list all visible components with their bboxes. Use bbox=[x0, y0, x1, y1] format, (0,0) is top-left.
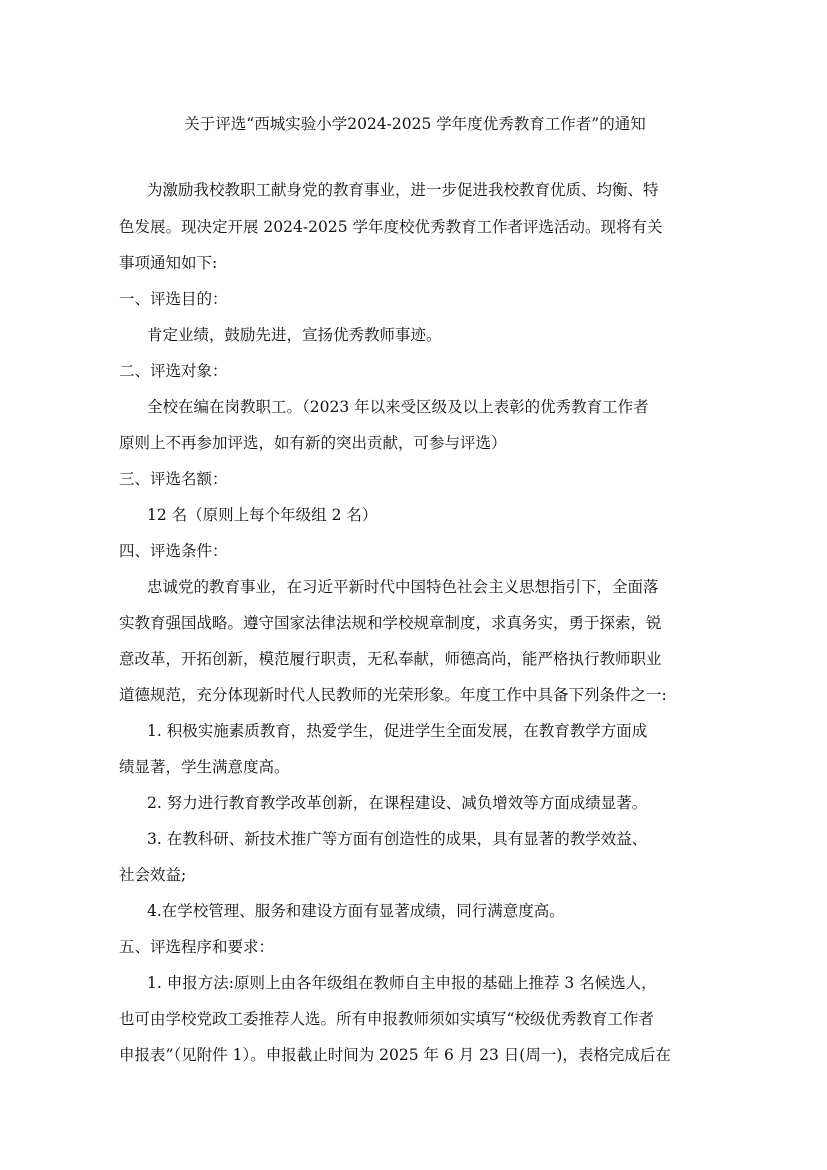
list-item: 4.在学校管理、服务和建设方面有显著成绩，同行满意度高。 bbox=[147, 902, 565, 920]
section-heading: 二、评选对象： bbox=[119, 362, 228, 380]
section-heading: 五、评选程序和要求： bbox=[119, 938, 275, 956]
paragraph-line: 全校在编在岗教职工。（2023 年以来受区级及以上表彰的优秀教育工作者 bbox=[147, 398, 649, 416]
paragraph-line: 绩显著，学生满意度高。 bbox=[119, 758, 290, 776]
paragraph-line: 实教育强国战略。遵守国家法律法规和学校规章制度，求真务实，勇于探索，锐 bbox=[119, 614, 662, 632]
paragraph-line: 为激励我校教职工献身党的教育事业，进一步促进我校教育优质、均衡、特 bbox=[147, 181, 659, 199]
paragraph-line: 道德规范，充分体现新时代人民教师的光荣形象。年度工作中具备下列条件之一: bbox=[119, 686, 667, 704]
paragraph-line: 原则上不再参加评选，如有新的突出贡献，可参与评选） bbox=[119, 434, 507, 452]
paragraph-line: 社会效益; bbox=[119, 866, 187, 884]
paragraph-line: 也可由学校党政工委推荐人选。所有申报教师须如实填写“校级优秀教育工作者 bbox=[119, 1010, 654, 1028]
list-item: 3. 在教科研、新技术推广等方面有创造性的成果，具有显著的教学效益、 bbox=[147, 830, 648, 848]
section-heading: 一、评选目的： bbox=[119, 290, 228, 308]
paragraph-line: 意改革，开拓创新，模范履行职责，无私奉献，师德高尚，能严格执行教师职业 bbox=[119, 650, 662, 668]
list-item: 1. 申报方法:原则上由各年级组在教师自主申报的基础上推荐 3 名候选人， bbox=[147, 974, 657, 992]
section-heading: 三、评选名额： bbox=[119, 470, 228, 488]
list-item: 1. 积极实施素质教育，热爱学生，促进学生全面发展，在教育教学方面成 bbox=[147, 722, 648, 740]
paragraph-line: 申报表”（见附件 1）。申报截止时间为 2025 年 6 月 23 日(周一)，表格完成后在 bbox=[119, 1046, 671, 1064]
paragraph-line: 色发展。现决定开展 2024-2025 学年度校优秀教育工作者评选活动。现将有关 bbox=[119, 218, 663, 236]
paragraph-line: 12 名（原则上每个年级组 2 名） bbox=[147, 506, 378, 524]
list-item: 2. 努力进行教育教学改革创新，在课程建设、减负增效等方面成绩显著。 bbox=[147, 794, 648, 812]
section-heading: 四、评选条件： bbox=[119, 542, 228, 560]
paragraph-line: 忠诚党的教育事业，在习近平新时代中国特色社会主义思想指引下，全面落 bbox=[147, 578, 659, 596]
paragraph-line: 肯定业绩，鼓励先进，宣扬优秀教师事迹。 bbox=[147, 326, 442, 344]
document-title: 关于评选“西城实验小学2024-2025 学年度优秀教育工作者”的通知 bbox=[184, 115, 646, 133]
paragraph-line: 事项通知如下: bbox=[119, 254, 218, 272]
